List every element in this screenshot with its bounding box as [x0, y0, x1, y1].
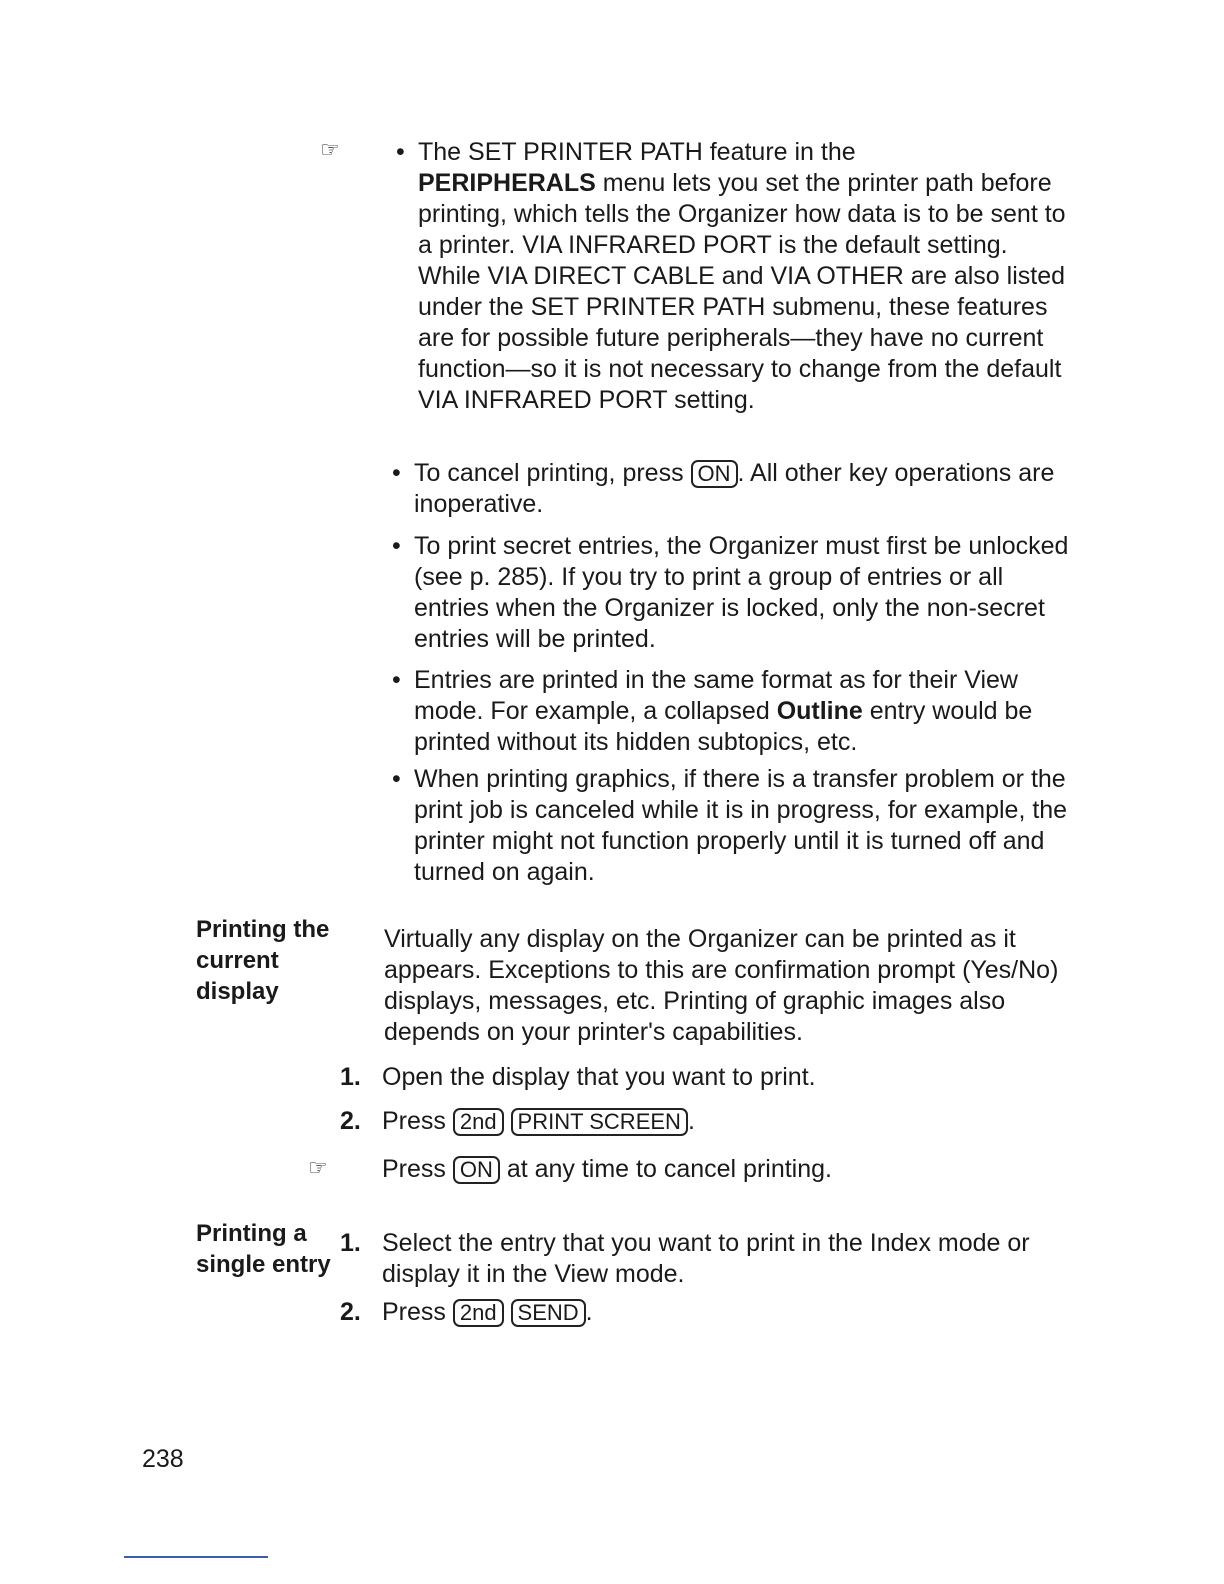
single-entry-step-1 [340, 1228, 1050, 1290]
outline-term: Outline [776, 697, 863, 725]
step-suffix: . [687, 1107, 695, 1135]
current-display-step-1 [340, 1062, 1080, 1093]
section-heading-single-entry: Printing a single entry [196, 1220, 331, 1278]
print-screen-key: PRINT SCREEN [511, 1108, 688, 1136]
bullet-graphics-printing [392, 764, 1072, 888]
current-display-intro: Virtually any display on the Organizer can be printed as it appears. Exceptions to this are confirmation prompt (Yes/No) displays, messages, etc. Printing of graphic images also depends on your printer's capabilities. [384, 925, 1059, 1046]
bullet-text: To cancel printing, press [414, 459, 691, 487]
step-text: Press [382, 1298, 446, 1326]
bullet-dot: • [392, 765, 401, 793]
bottom-rule [124, 1556, 268, 1558]
2nd-key: 2nd [453, 1108, 504, 1136]
note-text-continued: at any time to cancel printing. [506, 1155, 832, 1183]
bullet-text-continued: entry would be printed without its hidden subtopics, etc. [414, 697, 1033, 756]
page-number: 238 [142, 1445, 184, 1473]
step-number: 1. [340, 1063, 361, 1091]
2nd-key: 2nd [453, 1299, 504, 1327]
bullet-text: To print secret entries, the Organizer must first be unlocked (see p. 285). If you try to print a group of entries or all entries when the Organizer is locked, only the non-secret entries will be printed. [414, 532, 1069, 653]
current-display-cancel-note [382, 1154, 1082, 1185]
bullet-dot: • [396, 138, 405, 166]
note-text: Press [382, 1155, 446, 1183]
step-suffix: . [585, 1298, 593, 1326]
on-key: ON [453, 1156, 500, 1184]
step-number: 2. [340, 1107, 361, 1135]
step-text: Press [382, 1107, 446, 1135]
pointing-hand-icon: ☞ [320, 137, 340, 162]
on-key: ON [691, 460, 738, 488]
step-text: Select the entry that you want to print in the Index mode or display it in the View mode. [382, 1229, 1030, 1288]
bullet-dot: • [392, 666, 401, 694]
bullet-secret-entries [392, 531, 1072, 655]
bullet-text: When printing graphics, if there is a transfer problem or the print job is canceled while it is in progress, for example, the printer might not function properly until it is turned off and turned on again. [414, 765, 1068, 886]
bullet-text-continued: menu lets you set the printer path before printing, which tells the Organizer how data is to be sent to a printer. VIA INFRARED PORT is the default setting. While VIA DIRECT CABLE and VIA OTHER are also listed under the SET PRINTER PATH submenu, these features are for possible future peripherals—they have no current function—so it is not necessary to change from the default VIA INFRARED PORT setting. [418, 169, 1066, 414]
bullet-dot: • [392, 532, 401, 560]
bullet-set-printer-path [396, 137, 1076, 416]
step-number: 2. [340, 1298, 361, 1326]
bullet-view-mode-format [392, 665, 1072, 758]
step-number: 1. [340, 1229, 361, 1257]
bullet-text-continued: . All other key operations are inoperative. [414, 459, 1055, 518]
current-display-step-2 [340, 1106, 1080, 1137]
bullet-dot: • [392, 459, 401, 487]
bullet-text: The SET PRINTER PATH feature in the [418, 138, 856, 166]
send-key: SEND [511, 1299, 586, 1327]
bullet-text: Entries are printed in the same format as for their View mode. For example, a collapsed [414, 666, 1018, 725]
section-heading-current-display: Printing the current display [196, 916, 330, 1005]
peripherals-menu-name: PERIPHERALS [418, 169, 596, 197]
bullet-cancel-printing [392, 458, 1072, 520]
step-text: Open the display that you want to print. [382, 1063, 816, 1091]
single-entry-step-2 [340, 1297, 1080, 1328]
pointing-hand-icon: ☞ [308, 1155, 328, 1180]
